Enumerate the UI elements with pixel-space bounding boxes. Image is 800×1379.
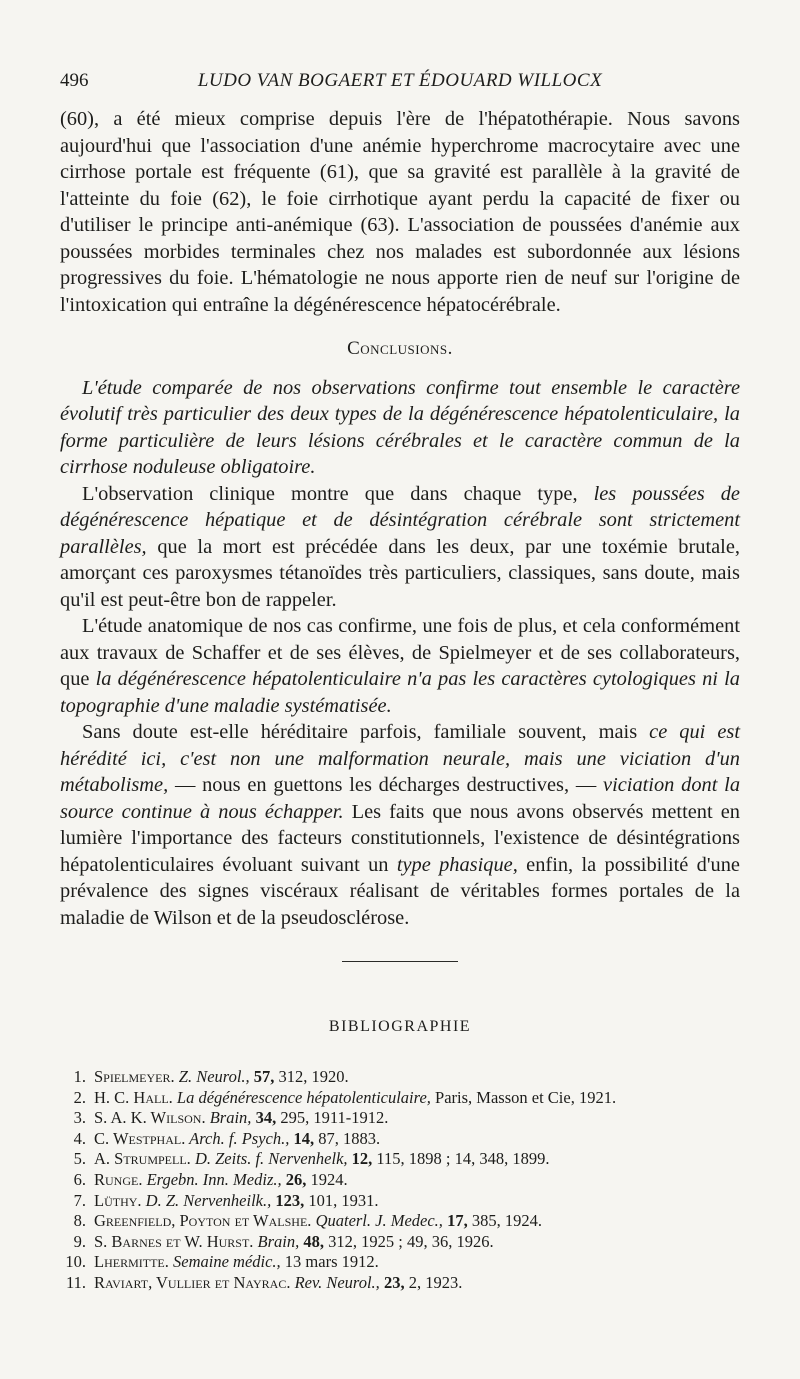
reference-number: 2. [73,1087,86,1107]
reference-number: 10. [65,1252,86,1272]
reference-author: C. Westphal. [94,1128,186,1148]
reference-author: Raviart, Vullier et Nayrac. [94,1272,291,1292]
reference-number: 8. [73,1211,86,1231]
reference-details: 295, 1911-1912. [276,1108,389,1128]
reference-item [62,1129,752,1150]
reference-author: Lüthy. [94,1190,142,1210]
reference-author: Runge. [94,1169,143,1189]
reference-journal: Semaine médic., [168,1252,281,1272]
reference-journal: Rev. Neurol., [290,1272,380,1292]
reference-number: 11. [65,1272,86,1292]
page-number: 496 [60,70,89,91]
reference-journal: Arch. f. Psych., [185,1128,290,1148]
intro-paragraph: (60), a été mieux comprise depuis l'ère de l'hépatothérapie. Nous savons aujourd'hui que l'association d'une anémie hyperchrome macrocytaire avec une cirrhose portale est fréquente (61), que sa gravité est parallèle à la gravité de l'atteinte du foie (62), le foie cirrhotique ayant perdu la capacité de fixer ou d'utiliser le principe anti-anémique (63). L'association de poussées d'anémie aux poussées morbides terminales chez nos malades est subordonnée aux lésions progressives du foie. L'hématologie ne nous apporte rien de neuf sur l'origine de l'intoxication qui entraîne la dégénérescence hépatocérébrale. [60,108,740,316]
conclusion-4-text-g: enfin, la possibilité d'une prévalence des signes viscéraux réalisant de véritables formes portales de la maladie de Wilson et de la pseudosclérose. [60,853,740,929]
reference-journal: Z. Neurol., [174,1067,250,1086]
conclusions-heading: Conclusions. [347,338,453,359]
reference-volume: 34, [251,1108,277,1128]
reference-journal: D. Z. Nervenheilk., [141,1190,272,1210]
reference-volume: 23, [379,1272,405,1292]
reference-author: Lhermitte. [94,1252,169,1272]
reference-author: S. A. K. Wilson. [94,1108,206,1128]
reference-item [62,1088,752,1109]
conclusion-4-text-e: Les faits que nous avons observés mettent en lumière l'importance des facteurs constitutionnels, l'existence de désintégrations hépatolenticulaires évoluant suivant un [60,800,740,876]
reference-item [62,1232,752,1253]
reference-details: 115, 1898 ; 14, 348, 1899. [372,1149,550,1169]
reference-details: 13 mars 1912. [284,1252,379,1272]
reference-journal: Brain, [253,1231,300,1251]
conclusion-paragraph-4 [60,719,740,931]
reference-author: A. Strumpell. [94,1149,191,1169]
reference-item [62,1067,752,1088]
reference-item [62,1170,752,1191]
reference-journal: Brain, [205,1108,252,1128]
page-header [60,70,740,98]
reference-journal: D. Zeits. f. Nervenhelk, [190,1149,348,1169]
reference-number: 7. [73,1190,86,1210]
reference-journal: Quaterl. J. Medec., [311,1211,443,1231]
reference-details: 1924. [306,1169,348,1189]
reference-item [62,1108,752,1129]
reference-item [62,1191,752,1212]
reference-number: 3. [73,1108,86,1128]
conclusion-4-text-d: viciation dont la source continue à nous échapper. [60,774,741,823]
reference-details: 87, 1883. [314,1128,381,1148]
reference-author: Spielmeyer. [94,1067,175,1086]
conclusion-2-text-a: L'observation clinique montre que dans chaque type, [82,482,594,505]
reference-volume: 48, [299,1231,325,1251]
conclusion-paragraph-2 [60,481,740,614]
reference-volume: 12, [347,1149,373,1169]
conclusion-paragraph-1 [60,375,740,481]
reference-item [62,1273,752,1294]
reference-number: 4. [73,1128,86,1148]
reference-number: 5. [73,1149,86,1169]
conclusion-4-text-a: Sans doute est-elle héréditaire parfois, familiale souvent, mais [82,721,650,743]
reference-details: 385, 1924. [467,1211,542,1231]
conclusion-paragraph-3 [60,613,740,719]
reference-details: 312, 1925 ; 49, 36, 1926. [324,1231,494,1251]
conclusion-4-text-c: — nous en guettons les décharges destructives, — [168,774,604,796]
reference-journal: Ergebn. Inn. Mediz., [142,1169,282,1189]
reference-volume: 57, [249,1067,275,1086]
running-title: LUDO VAN BOGAERT ET ÉDOUARD WILLOCX [197,70,603,91]
conclusion-1-text: L'étude comparée de nos observations confirme tout ensemble le caractère évolutif très particulier des deux types de la dégénérescence hépatolenticulaire, la forme particulière de leurs lésions cérébrales et le caractère commun de la cirrhose noduleuse obligatoire. [60,376,740,478]
section-divider [342,961,458,962]
reference-number: 9. [73,1231,86,1251]
reference-details: 2, 1923. [404,1272,463,1292]
reference-details: Paris, Masson et Cie, 1921. [435,1087,617,1107]
bibliography-list [62,1067,752,1294]
reference-author: Greenfield, Poyton et Walshe. [94,1211,312,1231]
reference-number: 1. [73,1067,86,1086]
reference-item [62,1149,752,1170]
reference-volume: 17, [442,1211,468,1231]
conclusion-2-text-b: les poussées de dégénérescence hépatique et de désintégration cérébrale sont strictement parallèles, [60,482,740,558]
reference-volume: 26, [281,1169,307,1189]
conclusion-3-text-b: la dégénérescence hépatolenticulaire n'a pas les caractères cytologiques ni la topographie d'une maladie systématisée. [60,668,740,717]
conclusion-3-text-a: L'étude anatomique de nos cas confirme, une fois de plus, et cela conformément aux travaux de Schaffer et de ses élèves, de Spielmeyer et de ses collaborateurs, que [60,615,740,690]
reference-author: S. Barnes et W. Hurst. [94,1231,254,1251]
reference-details: 101, 1931. [304,1190,379,1210]
conclusion-2-text-c: que la mort est précédée dans les deux, par une toxémie brutale, amorçant ces paroxysmes tétanoïdes très particuliers, classiques, sans doute, mais qu'il est peut-être bon de rappeler. [60,535,740,611]
reference-item [62,1211,752,1232]
reference-volume: 123, [271,1190,305,1210]
reference-author: H. C. Hall. [94,1087,173,1107]
reference-journal: La dégénérescence hépatolenticulaire, [172,1087,431,1107]
reference-volume: 14, [289,1128,315,1148]
conclusion-4-text-b: ce qui est hérédité ici, c'est non une malformation neurale, mais une viciation d'un métabolisme, [60,721,740,796]
reference-details: 312, 1920. [274,1067,349,1086]
main-text [60,106,740,931]
bibliography-title: BIBLIOGRAPHIE [328,1018,472,1035]
reference-number: 6. [73,1169,86,1189]
conclusion-4-text-f: type phasique, [396,853,518,876]
reference-item [62,1252,752,1273]
